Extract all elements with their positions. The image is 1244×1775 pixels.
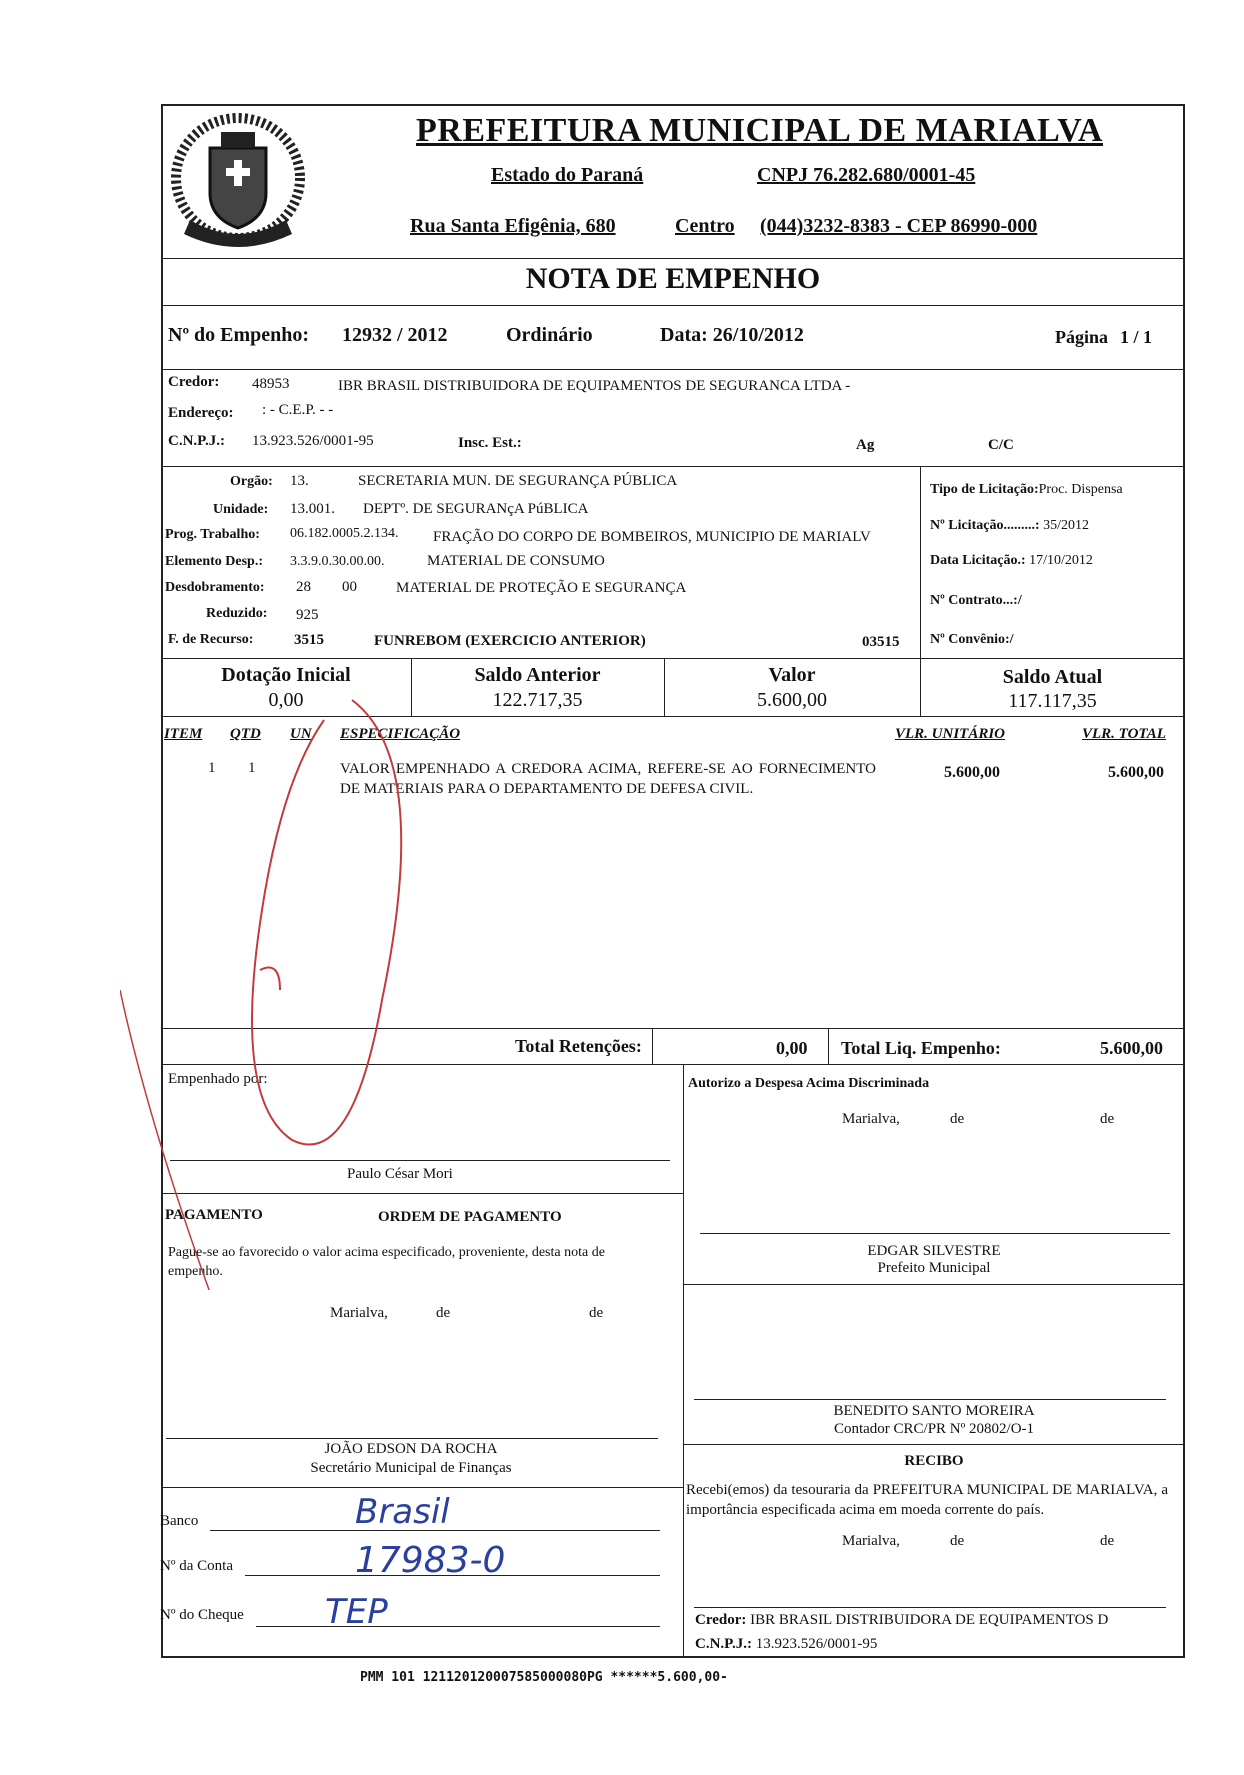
item-spec: VALOR EMPENHADO A CREDORA ACIMA, REFERE-SE AO FORNECIMENTO DE MATERIAIS PARA O DEPARTAMENTO DE DEFESA CIVIL. bbox=[340, 761, 876, 797]
conta-handwritten: 17983-0 bbox=[355, 1540, 506, 1581]
credor-name: IBR BRASIL DISTRIBUIDORA DE EQUIPAMENTOS DE SEGURANCA LTDA - bbox=[338, 378, 851, 394]
tipo-licitacao-value: Proc. Dispensa bbox=[1038, 482, 1123, 497]
endereco-value: : - C.E.P. - - bbox=[262, 402, 334, 418]
unidade-label: Unidade: bbox=[213, 502, 269, 517]
cheque-label: Nº do Cheque bbox=[160, 1607, 244, 1623]
divider bbox=[920, 466, 921, 658]
cnpj-label: C.N.P.J.: bbox=[168, 433, 225, 449]
recurso-code: 3515 bbox=[294, 632, 324, 648]
footer-code: PMM 101 121120120007585000080PG ******5.600,00- bbox=[360, 1670, 728, 1685]
signature-line bbox=[694, 1399, 1166, 1400]
data-licitacao-value: 17/10/2012 bbox=[1029, 553, 1093, 568]
col-vlr-total: VLR. TOTAL bbox=[1082, 726, 1166, 742]
empenhado-por-label: Empenhado por: bbox=[168, 1071, 268, 1087]
pagamento-city: Marialva, bbox=[330, 1305, 388, 1321]
recibo-city: Marialva, bbox=[842, 1533, 900, 1549]
ag-label: Ag bbox=[856, 437, 875, 453]
street-address: Rua Santa Efigênia, 680 bbox=[410, 215, 616, 237]
recibo-text: Recebi(emos) da tesouraria da PREFEITURA MUNICIPAL DE MARIALVA, a importância especificada acima em moeda corrente do país. bbox=[686, 1482, 1168, 1518]
pagamento-de1: de bbox=[436, 1305, 451, 1321]
data-licitacao-label: Data Licitação.: bbox=[930, 553, 1026, 568]
page-value: 1 / 1 bbox=[1120, 327, 1153, 347]
pagamento-text: Pague-se ao favorecido o valor acima especificado, proveniente, desta nota de empenho. bbox=[168, 1245, 605, 1279]
empenho-date: Data: 26/10/2012 bbox=[660, 324, 804, 346]
item-qtd: 1 bbox=[248, 760, 256, 776]
cheque-handwritten: TEP bbox=[325, 1592, 388, 1632]
autorizo-city: Marialva, bbox=[842, 1111, 900, 1127]
empenho-type: Ordinário bbox=[506, 324, 593, 346]
state-name: Estado do Paraná bbox=[491, 164, 644, 186]
prog-trabalho-desc: FRAÇÃO DO CORPO DE BOMBEIROS, MUNICIPIO DE MARIALV bbox=[433, 529, 871, 545]
orgao-label: Orgão: bbox=[230, 474, 273, 489]
unidade-desc: DEPTº. DE SEGURANçA PúBLICA bbox=[363, 501, 589, 517]
contador-role: Contador CRC/PR Nº 20802/O-1 bbox=[833, 1421, 1035, 1437]
item-total-value: 5.600,00 bbox=[1108, 764, 1164, 781]
empenho-label: Nº do Empenho: bbox=[168, 324, 310, 346]
desdobramento-desc: MATERIAL DE PROTEÇÃO E SEGURANÇA bbox=[396, 580, 687, 596]
elemento-code: 3.3.9.0.30.00.00. bbox=[290, 554, 385, 569]
cnpj-value: 13.923.526/0001-95 bbox=[252, 433, 374, 449]
insc-est-label: Insc. Est.: bbox=[458, 435, 522, 451]
divider bbox=[683, 1444, 1185, 1445]
page-label: Página bbox=[1055, 327, 1109, 347]
prefeito-role: Prefeito Municipal bbox=[877, 1260, 991, 1276]
tipo-licitacao-label: Tipo de Licitação: bbox=[930, 482, 1039, 497]
saldo-anterior-label: Saldo Anterior bbox=[474, 664, 601, 686]
banco-label: Banco bbox=[160, 1513, 199, 1529]
secretario-name: JOÃO EDSON DA ROCHA bbox=[324, 1441, 498, 1457]
signature-line bbox=[694, 1607, 1166, 1608]
divider bbox=[161, 369, 1185, 370]
numero-licitacao bbox=[930, 518, 1089, 534]
cnpj-header: CNPJ 76.282.680/0001-45 bbox=[757, 164, 976, 186]
item-number: 1 bbox=[208, 760, 216, 776]
recibo-cnpj bbox=[695, 1636, 877, 1653]
desdobramento-label: Desdobramento: bbox=[165, 580, 265, 595]
divider bbox=[161, 258, 1185, 259]
elemento-label: Elemento Desp.: bbox=[165, 554, 263, 569]
recibo-cnpj-label: C.N.P.J.: bbox=[695, 1636, 752, 1652]
divider bbox=[683, 1284, 1185, 1285]
cheque-line bbox=[256, 1626, 660, 1627]
saldo-atual-label: Saldo Atual bbox=[1002, 666, 1103, 688]
col-qtd: QTD bbox=[230, 726, 261, 742]
autorizo-title: Autorizo a Despesa Acima Discriminada bbox=[688, 1076, 930, 1091]
autorizo-de1: de bbox=[950, 1111, 965, 1127]
unidade-code: 13.001. bbox=[290, 501, 335, 517]
recurso-label: F. de Recurso: bbox=[168, 632, 254, 647]
reduzido-value: 925 bbox=[296, 607, 319, 623]
valor-value: 5.600,00 bbox=[757, 689, 827, 711]
col-especificacao: ESPECIFICAÇÃO bbox=[340, 726, 461, 742]
col-vlr-unitario: VLR. UNITÁRIO bbox=[895, 726, 1006, 742]
recibo-credor bbox=[695, 1612, 1108, 1629]
dotacao-inicial-label: Dotação Inicial bbox=[221, 664, 351, 686]
total-retencoes-label: Total Retenções: bbox=[515, 1036, 642, 1056]
recibo-de2: de bbox=[1100, 1533, 1115, 1549]
prefeito-name: EDGAR SILVESTRE bbox=[867, 1243, 1001, 1259]
contador-name: BENEDITO SANTO MOREIRA bbox=[833, 1403, 1035, 1419]
credor-label: Credor: bbox=[168, 374, 220, 390]
numero-licitacao-label: Nº Licitação.........: bbox=[930, 518, 1040, 533]
ordem-pagamento-title: ORDEM DE PAGAMENTO bbox=[378, 1209, 562, 1225]
cc-label: C/C bbox=[988, 437, 1014, 453]
numero-convenio: Nº Convênio:/ bbox=[930, 632, 1014, 647]
item-unit-value: 5.600,00 bbox=[944, 764, 1000, 781]
numero-licitacao-value: 35/2012 bbox=[1043, 518, 1089, 533]
recibo-title: RECIBO bbox=[904, 1453, 964, 1469]
phone-cep: (044)3232-8383 - CEP 86990-000 bbox=[760, 215, 1038, 237]
dotacao-inicial-value: 0,00 bbox=[268, 689, 304, 711]
red-check-mark bbox=[120, 690, 480, 1290]
prog-trabalho-code: 06.182.0005.2.134. bbox=[290, 526, 399, 541]
divider bbox=[161, 1487, 683, 1488]
signature-line bbox=[700, 1233, 1170, 1234]
desdobramento-code1: 28 bbox=[296, 579, 311, 595]
signature-line bbox=[166, 1438, 658, 1439]
recibo-de1: de bbox=[950, 1533, 965, 1549]
saldo-anterior-value: 122.717,35 bbox=[492, 689, 583, 711]
col-item: ITEM bbox=[164, 726, 203, 742]
desdobramento-code2: 00 bbox=[342, 579, 357, 595]
tipo-licitacao bbox=[930, 482, 1123, 498]
recurso-desc: FUNREBOM (EXERCICIO ANTERIOR) bbox=[374, 633, 646, 649]
valor-label: Valor bbox=[768, 664, 816, 686]
pagamento-label: PAGAMENTO bbox=[165, 1207, 263, 1223]
recurso-num: 03515 bbox=[862, 634, 900, 650]
conta-label: Nº da Conta bbox=[160, 1558, 233, 1574]
secretario-role: Secretário Municipal de Finanças bbox=[310, 1460, 512, 1476]
empenhado-signer: Paulo César Mori bbox=[347, 1166, 453, 1182]
divider bbox=[683, 1064, 684, 1658]
reduzido-label: Reduzido: bbox=[206, 606, 268, 621]
banco-handwritten: Brasil bbox=[355, 1492, 450, 1532]
divider bbox=[161, 305, 1185, 306]
divider bbox=[828, 1028, 829, 1064]
municipality-title: PREFEITURA MUNICIPAL DE MARIALVA bbox=[416, 112, 1103, 149]
divider bbox=[161, 466, 1185, 467]
numero-contrato: Nº Contrato...:/ bbox=[930, 593, 1022, 608]
orgao-desc: SECRETARIA MUN. DE SEGURANÇA PÚBLICA bbox=[358, 473, 678, 489]
total-liquido-label: Total Liq. Empenho: bbox=[841, 1038, 1001, 1058]
district: Centro bbox=[675, 215, 735, 237]
recibo-credor-value: IBR BRASIL DISTRIBUIDORA DE EQUIPAMENTOS D bbox=[750, 1612, 1109, 1628]
prog-trabalho-label: Prog. Trabalho: bbox=[165, 527, 260, 542]
credor-code: 48953 bbox=[252, 376, 290, 392]
pagamento-de2: de bbox=[589, 1305, 604, 1321]
data-licitacao bbox=[930, 553, 1093, 569]
autorizo-de2: de bbox=[1100, 1111, 1115, 1127]
total-retencoes-value: 0,00 bbox=[776, 1038, 808, 1058]
document-title: NOTA DE EMPENHO bbox=[525, 262, 821, 295]
recibo-cnpj-value: 13.923.526/0001-95 bbox=[755, 1636, 878, 1652]
recibo-credor-label: Credor: bbox=[695, 1612, 747, 1628]
endereco-label: Endereço: bbox=[168, 405, 234, 421]
saldo-atual-value: 117.117,35 bbox=[1008, 690, 1097, 712]
divider bbox=[161, 658, 1185, 659]
municipal-coat-of-arms-icon bbox=[165, 108, 311, 254]
total-liquido-value: 5.600,00 bbox=[1100, 1038, 1163, 1058]
divider bbox=[652, 1028, 653, 1064]
col-un: UN bbox=[290, 726, 312, 742]
elemento-desc: MATERIAL DE CONSUMO bbox=[427, 553, 605, 569]
orgao-code: 13. bbox=[290, 473, 309, 489]
empenho-number: 12932 / 2012 bbox=[342, 324, 448, 346]
